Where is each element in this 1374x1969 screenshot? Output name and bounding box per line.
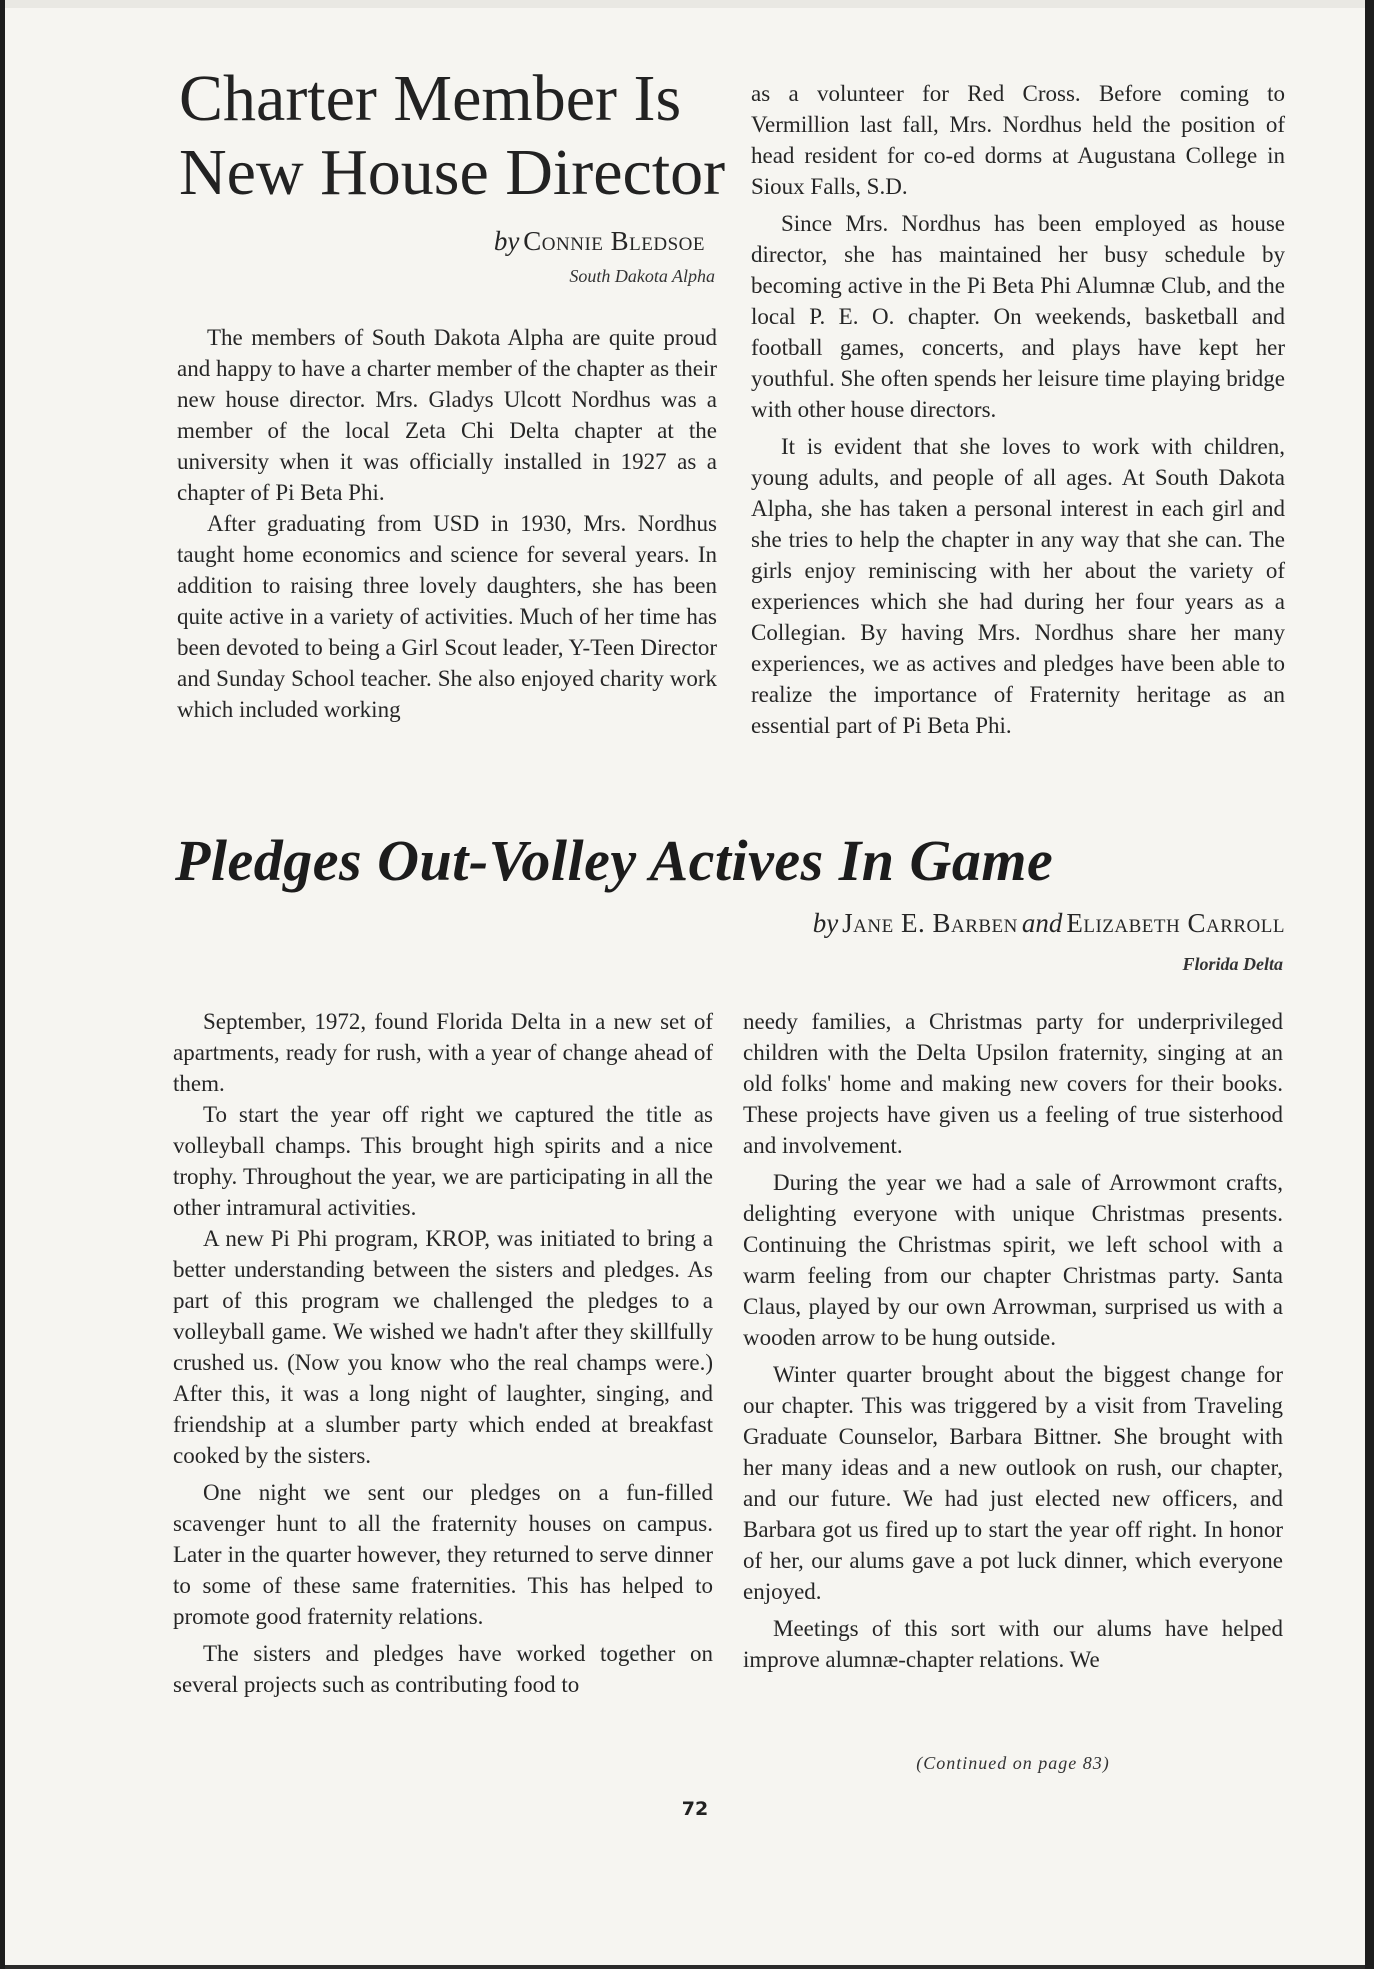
byline-author: Connie Bledsoe [523,226,705,256]
paragraph: September, 1972, found Florida Delta in a new set of apartments, ready for rush, with a year of change ahead of them. [173,1009,713,1096]
article1-title-line1: Charter Member Is [179,62,682,135]
paragraph: needy families, a Christmas party for underprivileged children with the Delta Upsilon fraternity, singing at an old folks' home and making new covers for their books. These projects have given us a feeling of true sisterhood and involvement. [743,1009,1283,1158]
paragraph: A new Pi Phi program, KROP, was initiated to bring a better understanding between the sisters and pledges. As part of this program we challenged the pledges to a volleyball game. We wished we hadn't after they skillfully crushed us. (Now you know who the real champs were.) After this, it was a long night of laughter, singing, and friendship at a slumber party which ended at breakfast cooked by the sisters. [173,1226,713,1468]
article1-left-column [177,322,717,725]
continued-note: (Continued on page 83) [916,1753,1110,1773]
paragraph: The sisters and pledges have worked together on several projects such as contributing food to [173,1641,713,1697]
article1-byline [305,226,705,257]
article2-right-column [743,1006,1283,1675]
article2-title: Pledges Out-Volley Actives In Game [175,828,1054,893]
paragraph: Winter quarter brought about the biggest change for our chapter. This was triggered by a visit from Traveling Graduate Counselor, Barbara Bittner. She brought with her many ideas and a new outlook on rush, our chapter, and our future. We had just elected new officers, and Barbara got us fired up to start the year off right. In honor of her, our alums gave a pot luck dinner, which everyone enjoyed. [743,1362,1283,1604]
article1-right-column [751,78,1285,741]
byline-author1: Jane E. Barben [842,908,1018,938]
paragraph: One night we sent our pledges on a fun-filled scavenger hunt to all the fraternity houses on campus. Later in the quarter however, they returned to serve dinner to some of these same fraternities. This has helped to promote good fraternity relations. [173,1480,713,1629]
paragraph: It is evident that she loves to work with children, young adults, and people of all ages. At South Dakota Alpha, she has taken a personal interest in each girl and she tries to help the chapter in any way that she can. The girls enjoy reminiscing with her about the variety of experiences which she had during her four years as a Collegian. By having Mrs. Nordhus share her many experiences, we as actives and pledges have been able to realize the importance of Fraternity heritage as an essential part of Pi Beta Phi. [751,434,1285,738]
page-number: 72 [681,1798,709,1820]
paragraph: The members of South Dakota Alpha are quite proud and happy to have a charter member of the chapter as their new house director. Mrs. Gladys Ulcott Nordhus was a member of the local Zeta Chi Delta chapter at the university when it was officially installed in 1927 as a chapter of Pi Beta Phi. [177,325,717,505]
paragraph: During the year we had a sale of Arrowmont crafts, delighting everyone with unique Christmas presents. Continuing the Christmas spirit, we left school with a warm feeling from our chapter Christmas party. Santa Claus, played by our own Arrowman, surprised us with a wooden arrow to be hung outside. [743,1170,1283,1350]
paragraph: as a volunteer for Red Cross. Before coming to Vermillion last fall, Mrs. Nordhus held the position of head resident for co-ed dorms at Augustana College in Sioux Falls, S.D. [751,81,1285,199]
paragraph: Meetings of this sort with our alums have helped improve alumnæ-chapter relations. We [743,1616,1283,1672]
article1-title [179,62,739,210]
article2-byline [565,908,1285,939]
paragraph: To start the year off right we captured the title as volleyball champs. This brought high spirits and a nice trophy. Throughout the year, we are participating in all the other intramural activities. [173,1102,713,1220]
scan-edge [5,0,1365,8]
byline-by: by [812,908,839,938]
article2-chapter: Florida Delta [1182,954,1283,974]
byline-author2: Elizabeth Carroll [1066,908,1285,938]
article1-title-line2: New House Director [179,136,726,209]
paragraph: Since Mrs. Nordhus has been employed as house director, she has maintained her busy schedule by becoming active in the Pi Beta Phi Alumnæ Club, and the local P. E. O. chapter. On weekends, basketball and football games, concerts, and plays have kept her youthful. She often spends her leisure time playing bridge with other house directors. [751,211,1285,422]
paragraph: After graduating from USD in 1930, Mrs. Nordhus taught home economics and science for several years. In addition to raising three lovely daughters, she has been quite active in a variety of activities. Much of her time has been devoted to being a Girl Scout leader, Y-Teen Director and Sunday School teacher. She also enjoyed charity work which included working [177,511,717,722]
article2-left-column [173,1006,713,1700]
article1-chapter: South Dakota Alpha [569,266,715,286]
byline-and: and [1021,908,1063,938]
byline-by: by [493,226,520,256]
